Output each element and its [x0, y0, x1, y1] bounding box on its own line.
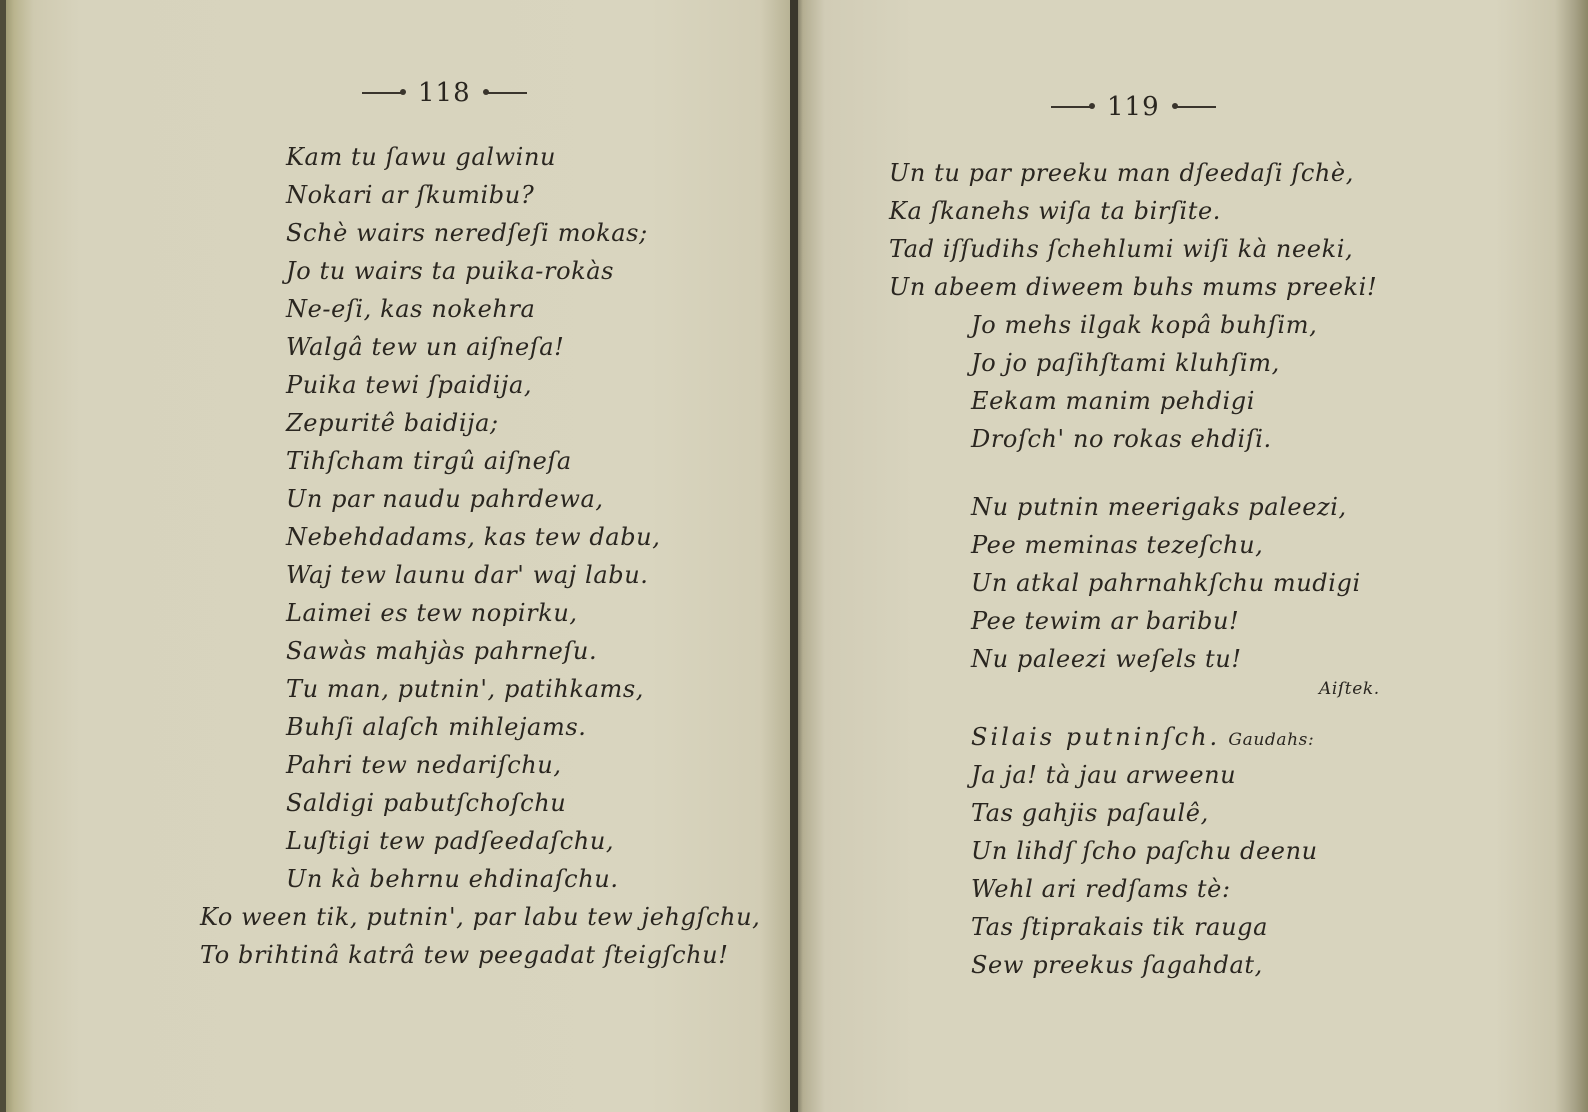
- right-stanza1-line-3: Tad iſſudihs ſchehlumi wiſi kà neeki,: [889, 235, 1354, 263]
- right-stanza2-line-5: Nu paleezi weſels tu!: [971, 645, 1242, 673]
- ornament-dash-icon: [1051, 106, 1093, 108]
- left-line-22: To brihtinâ katrâ tew peegadat ſteigſchu!: [200, 941, 729, 969]
- right-stanza3-line-2: Tas gahjis paſaulê,: [971, 799, 1209, 827]
- poem-title-author: Gaudahs:: [1228, 730, 1315, 750]
- ornament-dash-icon: [362, 92, 404, 94]
- right-stanza1-line-1: Un tu par preeku man dſeedaſi ſchè,: [889, 159, 1354, 187]
- left-line-16: Buhſi alaſch mihlejams.: [286, 713, 587, 741]
- poem-title-row: [971, 722, 1314, 755]
- left-line-19: Luſtigi tew padſeedaſchu,: [286, 827, 615, 855]
- right-stanza1-line-5: Jo mehs ilgak kopâ buhſim,: [971, 311, 1318, 339]
- right-stanza2-line-4: Pee tewim ar baribu!: [971, 607, 1240, 635]
- left-line-10: Un par naudu pahrdewa,: [286, 485, 604, 513]
- left-line-7: Puika tewi ſpaidija,: [286, 371, 533, 399]
- right-stanza3-line-3: Un lihdſ ſcho paſchu deenu: [971, 837, 1318, 865]
- left-line-14: Sawàs mahjàs pahrneſu.: [286, 637, 598, 665]
- left-line-13: Laimei es tew nopirku,: [286, 599, 578, 627]
- left-line-3: Schè wairs neredſeſi mokas;: [286, 219, 648, 247]
- right-stanza2-line-2: Pee meminas tezeſchu,: [971, 531, 1264, 559]
- right-stanza1-line-8: Droſch' no rokas ehdiſi.: [971, 425, 1272, 453]
- left-line-1: Kam tu ſawu galwinu: [286, 143, 557, 171]
- left-line-21: Ko ween tik, putnin', par labu tew jehgſchu,: [200, 903, 761, 931]
- book-gutter: [790, 0, 798, 1112]
- right-page-number: 119: [1107, 92, 1160, 122]
- right-page: [795, 0, 1588, 1112]
- right-stanza1-line-2: Ka ſkanehs wiſa ta birſite.: [889, 197, 1222, 225]
- ornament-dash-icon: [485, 92, 527, 94]
- right-stanza1-line-7: Eekam manim pehdigi: [971, 387, 1256, 415]
- poem-title: Silais putninſch.: [971, 723, 1221, 751]
- left-page-number-header: [362, 78, 527, 108]
- left-line-8: Zepuritê baidija;: [286, 409, 499, 437]
- author-signature: Aiſtek.: [1319, 679, 1380, 699]
- right-stanza1-line-6: Jo jo paſihſtami kluhſim,: [971, 349, 1280, 377]
- right-stanza2-line-1: Nu putnin meerigaks paleezi,: [971, 493, 1347, 521]
- right-stanza1-line-4: Un abeem diweem buhs mums preeki!: [889, 273, 1378, 301]
- ornament-dash-icon: [1174, 106, 1216, 108]
- left-line-18: Saldigi pabutſchoſchu: [286, 789, 567, 817]
- right-stanza2-line-3: Un atkal pahrnahkſchu mudigi: [971, 569, 1361, 597]
- left-line-11: Nebehdadams, kas tew dabu,: [286, 523, 661, 551]
- left-line-20: Un kà behrnu ehdinaſchu.: [286, 865, 619, 893]
- left-line-6: Walgâ tew un aiſneſa!: [286, 333, 565, 361]
- right-stanza3-line-1: Ja ja! tà jau arweenu: [971, 761, 1237, 789]
- right-page-number-header: [1051, 92, 1216, 122]
- right-stanza3-line-5: Tas ſtiprakais tik rauga: [971, 913, 1269, 941]
- left-line-17: Pahri tew nedariſchu,: [286, 751, 562, 779]
- left-line-9: Tihſcham tirgû aiſneſa: [286, 447, 572, 475]
- left-line-5: Ne-eſi, kas nokehra: [286, 295, 536, 323]
- left-line-12: Waj tew launu dar' waj labu.: [286, 561, 649, 589]
- left-page-edge: [0, 0, 6, 1112]
- left-line-2: Nokari ar ſkumibu?: [286, 181, 535, 209]
- left-page-number: 118: [418, 78, 471, 108]
- right-stanza3-line-4: Wehl ari redſams tè:: [971, 875, 1231, 903]
- right-stanza3-line-6: Sew preekus ſagahdat,: [971, 951, 1263, 979]
- left-line-4: Jo tu wairs ta puika-rokàs: [286, 257, 615, 285]
- left-line-15: Tu man, putnin', patihkams,: [286, 675, 644, 703]
